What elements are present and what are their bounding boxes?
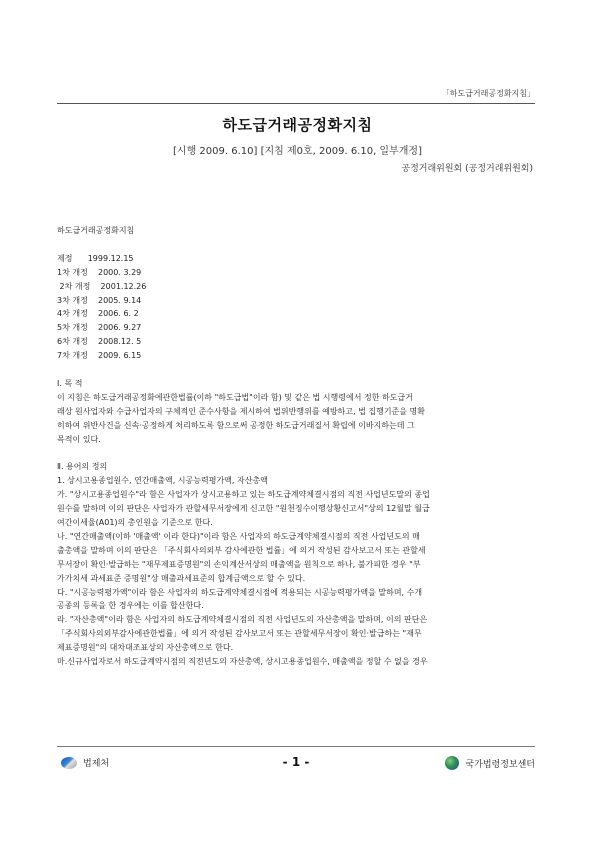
paragraph-line: 래상 원사업자와 수급사업자의 구체적인 준수사항을 제시하여 법위반행위를 예방하고, 법 집행기준을 명확 — [57, 406, 426, 416]
document-title: 하도급거래공정화지침 — [222, 116, 373, 134]
revision-row: 제정 1999.12.15 — [57, 253, 134, 263]
section-heading: Ⅱ. 용어의 정의 — [57, 462, 108, 472]
paragraph-line: 여간이세율(A01)의 총인원을 기준으로 한다. — [57, 517, 213, 527]
paragraph-line: 나. "연간매출액(이하 '매출액' 이라 한다)"이라 함은 사업자의 하도급계약체결시점의 직전 사업년도의 매 — [57, 531, 420, 541]
revision-row: 4차 개정 2006. 6. 2 — [57, 309, 139, 319]
paragraph-line: 1. 상시고용종업원수, 연간매출액, 시공능력평가액, 자산총액 — [57, 476, 268, 486]
paragraph-line: 무서장이 확인·발급하는 "재무제표증명원"의 손익계산서상의 매출액을 원칙으로 하나, 불가피한 경우 "부 — [57, 559, 421, 569]
revision-row: 3차 개정 2005. 9.14 — [57, 295, 142, 305]
revision-row: 7차 개정 2009. 6.15 — [57, 351, 142, 361]
globe-logo-icon — [445, 756, 459, 770]
section-heading: Ⅰ. 목 적 — [57, 378, 83, 388]
footer-right — [445, 756, 535, 770]
paragraph-line: 다. "시공능력평가액"이라 함은 사업자의 하도급계약체결시점에 적용되는 시공능력평가액을 말하며, 수개 — [57, 587, 423, 597]
document-subtitle: 하도급거래공정화지침 — [57, 226, 135, 235]
footer-right-label: 국가법령정보센터 — [465, 759, 535, 770]
revision-row: 1차 개정 2000. 3.29 — [57, 267, 142, 277]
revision-row: 2차 개정 2001.12.26 — [57, 281, 147, 291]
paragraph-line: 원수를 말하며 이의 판단은 사업자가 관할세무서장에게 신고한 "원천징수이행상황신고서"상의 12월말 월급 — [57, 504, 430, 514]
enforcement-date-line: [시행 2009. 6.10] [지침 제0호, 2009. 6.10, 일부개정] — [173, 146, 422, 157]
paragraph-line: 「주식회사의외부감사에관한법률」에 의거 작성된 감사보고서 또는 관할세무서장이 확인·발급하는 "재무 — [57, 629, 422, 639]
paragraph-line: 출총액을 말하며 이의 판단은 「주식회사의외부 감사에관한 법률」에 의거 작성된 감사보고서 또는 관할세 — [57, 545, 426, 555]
page-number: - 1 - — [282, 755, 310, 769]
footer-divider — [57, 746, 535, 747]
document-body — [57, 224, 539, 669]
issuing-organization: 공정거래위원회 (공정거래위원회) — [401, 164, 533, 174]
paragraph-line: 히하여 위반사건을 신속·공정하게 처리하도록 함으로써 공정한 하도급거래질서 확립에 이바지하는데 그 — [57, 420, 415, 430]
paragraph-line: 가. "상시고용종업원수"라 함은 사업자가 상시고용하고 있는 하도급계약체결시점의 직전 사업년도말의 종업 — [57, 490, 430, 500]
revision-row: 6차 개정 2008.12. 5 — [57, 337, 142, 347]
paragraph-line: 가가치세 과세표준 증명원"상 매출과세표준의 합계금액으로 할 수 있다. — [57, 573, 306, 583]
paragraph-line: 공종의 등록을 한 경우에는 이를 합산한다. — [57, 601, 204, 611]
paragraph-line: 목적이 있다. — [57, 434, 101, 444]
paragraph-line: 라. "자산총액"이라 함은 사업자의 하도급계약체결시점의 직전 사업년도의 자산총액을 말하며, 이의 판단은 — [57, 615, 428, 625]
paragraph-line: 이 지침은 하도급거래공정화에관한법률(이하 "하도급법"이라 함) 및 같은 법 시행령에서 정한 하도급거 — [57, 392, 413, 402]
revision-history — [57, 252, 539, 363]
section-definitions — [57, 460, 539, 669]
top-divider — [57, 103, 535, 104]
header-tag: 「하도급거래공정화지침」 — [441, 89, 535, 98]
paragraph-line: 제표증명원"의 대차대조표상의 자산총액으로 한다. — [57, 643, 234, 653]
footer-left-label: 법제처 — [83, 759, 110, 769]
revision-row: 5차 개정 2006. 9.27 — [57, 323, 142, 333]
paragraph-line: 마.신규사업자로서 하도급계약시점의 직전년도의 자산총액, 상시고용종업원수, 매출액을 정할 수 없을 경우 — [57, 657, 428, 667]
section-purpose — [57, 377, 539, 447]
page-footer — [57, 752, 535, 774]
